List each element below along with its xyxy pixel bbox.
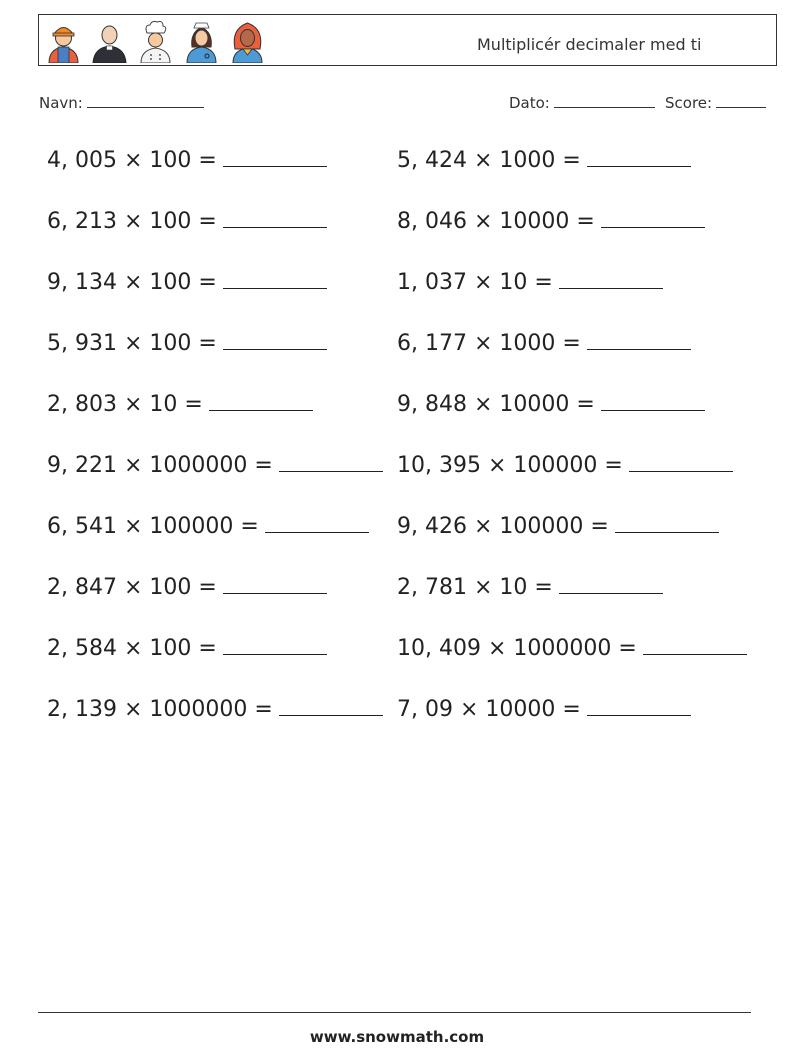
problem-right bbox=[397, 573, 663, 600]
problem-text: 6, 213 × 100 = bbox=[47, 209, 217, 234]
problem-right bbox=[397, 634, 747, 661]
problem-row bbox=[47, 573, 767, 613]
problem-text: 10, 409 × 1000000 = bbox=[397, 636, 637, 661]
problem-row bbox=[47, 268, 767, 308]
answer-blank bbox=[601, 207, 705, 228]
date-field bbox=[509, 93, 655, 112]
problem-text: 9, 134 × 100 = bbox=[47, 270, 217, 295]
problem-text: 6, 177 × 1000 = bbox=[397, 331, 581, 356]
problem-text: 9, 221 × 1000000 = bbox=[47, 453, 273, 478]
problem-right bbox=[397, 512, 719, 539]
problem-text: 2, 803 × 10 = bbox=[47, 392, 203, 417]
problem-text: 4, 005 × 100 = bbox=[47, 148, 217, 173]
problem-right bbox=[397, 390, 705, 417]
problem-row bbox=[47, 695, 767, 735]
answer-blank bbox=[629, 451, 733, 472]
score-label: Score: bbox=[665, 94, 713, 112]
answer-blank bbox=[223, 268, 327, 289]
problem-left bbox=[47, 573, 327, 600]
problem-right bbox=[397, 146, 691, 173]
problem-text: 9, 426 × 100000 = bbox=[397, 514, 609, 539]
problem-text: 2, 781 × 10 = bbox=[397, 575, 553, 600]
name-label: Navn: bbox=[39, 94, 83, 112]
answer-blank bbox=[615, 512, 719, 533]
score-field bbox=[665, 93, 766, 112]
problem-text: 2, 584 × 100 = bbox=[47, 636, 217, 661]
answer-blank bbox=[223, 329, 327, 350]
priest-icon bbox=[91, 19, 128, 63]
problem-left bbox=[47, 146, 327, 173]
chef-icon bbox=[137, 19, 174, 63]
problem-row bbox=[47, 207, 767, 247]
problem-row bbox=[47, 390, 767, 430]
avatar-strip bbox=[45, 19, 266, 63]
problem-row bbox=[47, 451, 767, 491]
problem-row bbox=[47, 329, 767, 369]
name-line bbox=[87, 93, 204, 108]
problem-left bbox=[47, 451, 383, 478]
footer-divider bbox=[38, 1012, 751, 1013]
problem-right bbox=[397, 268, 663, 295]
problem-text: 6, 541 × 100000 = bbox=[47, 514, 259, 539]
problem-text: 2, 847 × 100 = bbox=[47, 575, 217, 600]
answer-blank bbox=[265, 512, 369, 533]
problem-left bbox=[47, 695, 383, 722]
answer-blank bbox=[223, 207, 327, 228]
problem-text: 9, 848 × 10000 = bbox=[397, 392, 595, 417]
problem-text: 5, 424 × 1000 = bbox=[397, 148, 581, 173]
problem-left bbox=[47, 207, 327, 234]
answer-blank bbox=[587, 146, 691, 167]
problem-right bbox=[397, 695, 691, 722]
problem-right bbox=[397, 451, 733, 478]
date-label: Dato: bbox=[509, 94, 550, 112]
problem-left bbox=[47, 329, 327, 356]
worksheet-title: Multiplicér decimaler med ti bbox=[477, 35, 702, 54]
problem-text: 1, 037 × 10 = bbox=[397, 270, 553, 295]
problem-left bbox=[47, 634, 327, 661]
problem-row bbox=[47, 512, 767, 552]
answer-blank bbox=[279, 695, 383, 716]
problem-row bbox=[47, 634, 767, 674]
answer-blank bbox=[223, 634, 327, 655]
header-box bbox=[38, 14, 777, 66]
answer-blank bbox=[601, 390, 705, 411]
problem-left bbox=[47, 512, 369, 539]
footer-site-link[interactable]: www.snowmath.com bbox=[309, 1028, 485, 1046]
problem-text: 7, 09 × 10000 = bbox=[397, 697, 581, 722]
problem-text: 2, 139 × 1000000 = bbox=[47, 697, 273, 722]
problem-left bbox=[47, 390, 313, 417]
answer-blank bbox=[223, 573, 327, 594]
problem-row bbox=[47, 146, 767, 186]
problem-text: 10, 395 × 100000 = bbox=[397, 453, 623, 478]
score-line bbox=[716, 93, 766, 108]
problem-text: 8, 046 × 10000 = bbox=[397, 209, 595, 234]
answer-blank bbox=[279, 451, 383, 472]
name-field bbox=[39, 93, 204, 112]
construction-worker-icon bbox=[45, 19, 82, 63]
answer-blank bbox=[587, 695, 691, 716]
answer-blank bbox=[643, 634, 747, 655]
nurse-icon bbox=[183, 19, 220, 63]
problem-right bbox=[397, 329, 691, 356]
problem-right bbox=[397, 207, 705, 234]
answer-blank bbox=[559, 573, 663, 594]
problem-left bbox=[47, 268, 327, 295]
answer-blank bbox=[209, 390, 313, 411]
date-line bbox=[554, 93, 655, 108]
woman-icon bbox=[229, 19, 266, 63]
answer-blank bbox=[559, 268, 663, 289]
answer-blank bbox=[223, 146, 327, 167]
problem-text: 5, 931 × 100 = bbox=[47, 331, 217, 356]
answer-blank bbox=[587, 329, 691, 350]
